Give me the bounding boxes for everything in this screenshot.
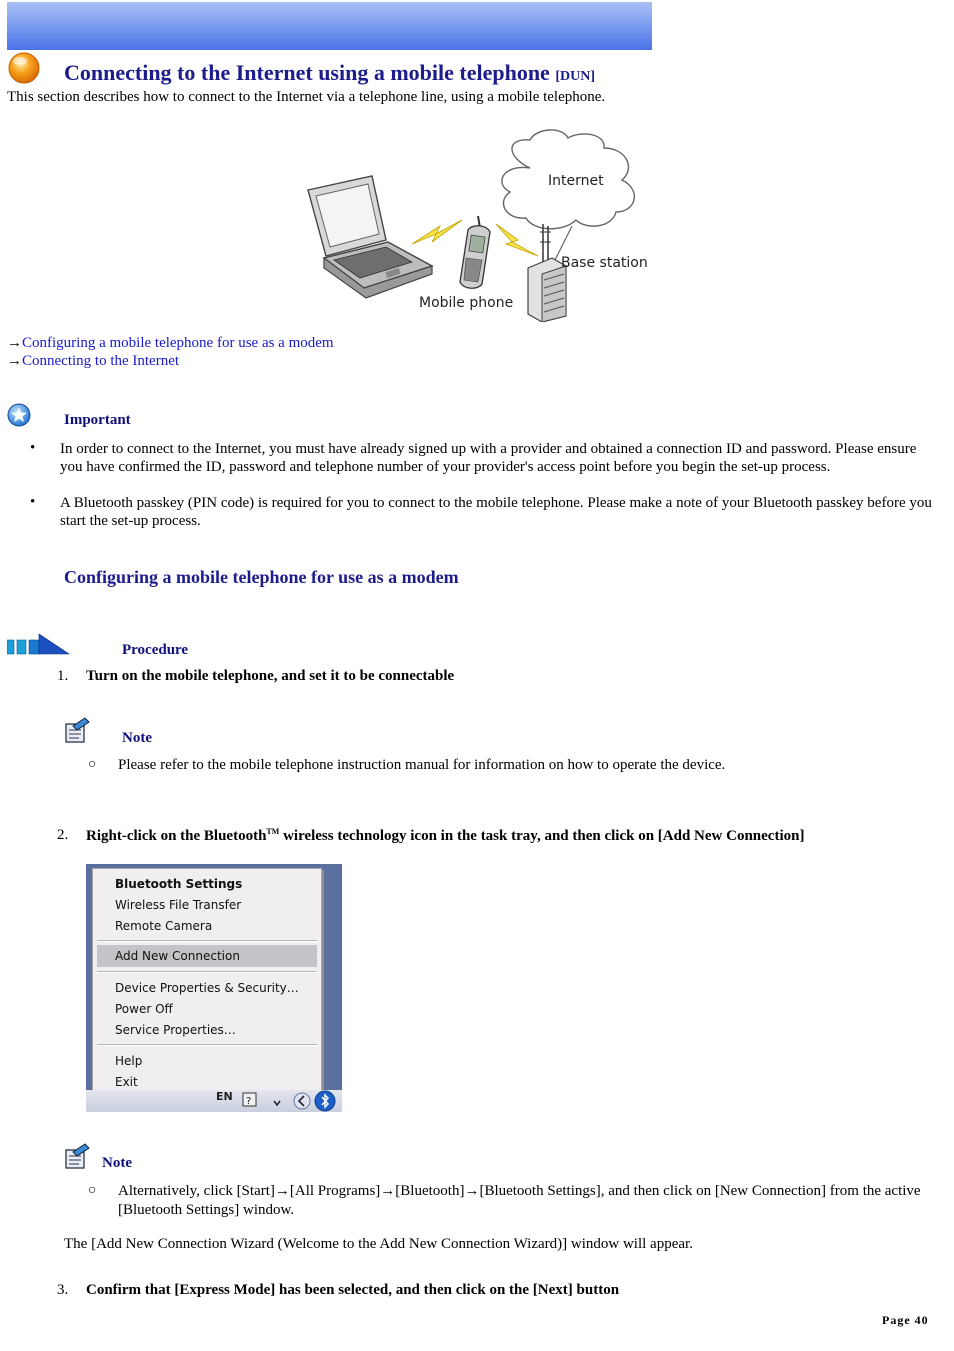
menu-item-power-off[interactable]: Power Off <box>115 1002 173 1016</box>
tray-help-icon[interactable] <box>242 1092 258 1108</box>
step-1-number: 1. <box>57 668 69 684</box>
step-2-text-b: wireless technology icon in the task tray, and then click on [Add New Connection] <box>279 828 805 844</box>
note-1-bullet: ○ <box>88 757 97 772</box>
laptop-icon <box>308 176 432 298</box>
important-heading: Important <box>64 412 131 428</box>
intro-text: This section describes how to connect to the Internet via a telephone line, using a mobile telephone. <box>7 89 606 105</box>
bluetooth-tray-icon[interactable] <box>314 1090 336 1112</box>
link-configuring[interactable] <box>7 335 334 352</box>
arrow-right-icon: → <box>7 335 22 351</box>
trademark-mark: TM <box>266 827 280 836</box>
page-number: Page 40 <box>882 1313 929 1327</box>
note-1-text: Please refer to the mobile telephone instruction manual for information on how to operate the device. <box>118 757 726 773</box>
tray-show-hidden-icon[interactable] <box>292 1091 312 1111</box>
menu-separator <box>97 1044 317 1046</box>
step-1-text: Turn on the mobile telephone, and set it to be connectable <box>86 668 455 684</box>
context-menu-screenshot <box>86 864 342 1112</box>
step-3-number: 3. <box>57 1282 69 1298</box>
procedure-heading: Procedure <box>122 642 189 658</box>
mobile-phone-icon <box>460 216 490 288</box>
note-pencil-icon <box>63 716 91 744</box>
arrow-right-icon: → <box>7 353 22 369</box>
note-2-bullet: ○ <box>88 1183 97 1198</box>
signal-bolt-icon <box>412 220 462 244</box>
task-tray <box>86 1090 342 1112</box>
menu-item-device-properties[interactable]: Device Properties & Security… <box>115 981 299 995</box>
link-connecting-label: Connecting to the Internet <box>22 353 180 369</box>
base-station-label: Base station <box>561 255 648 271</box>
note-2-heading: Note <box>102 1155 132 1171</box>
note-2-text: Alternatively, click [Start]→[All Programs]→[Bluetooth]→[Bluetooth Settings], and then click on [New Connection] from the active [Bluetooth Settings] window. <box>118 1183 921 1218</box>
menu-item-service-properties[interactable]: Service Properties… <box>115 1023 236 1037</box>
title-tag: [DUN] <box>555 69 595 84</box>
page-title <box>64 60 595 86</box>
menu-item-wireless-file-transfer[interactable]: Wireless File Transfer <box>115 898 242 912</box>
internet-label: Internet <box>548 173 604 189</box>
link-configuring-label: Configuring a mobile telephone for use as a modem <box>22 335 334 351</box>
header-banner <box>7 2 652 50</box>
bullet-dot: • <box>30 494 36 510</box>
link-connecting[interactable] <box>7 353 179 370</box>
orange-ball-icon <box>7 52 41 86</box>
menu-item-bluetooth-settings[interactable]: Bluetooth Settings <box>115 877 243 891</box>
note-1-heading: Note <box>122 730 152 746</box>
bullet-dot: • <box>30 440 36 456</box>
note-pencil-icon-2 <box>63 1142 91 1170</box>
menu-item-add-new-connection[interactable]: Add New Connection <box>115 949 240 963</box>
step-2-text-a: Right-click on the Bluetooth <box>86 828 267 844</box>
step-2-text <box>86 827 804 845</box>
menu-separator <box>97 940 317 942</box>
important-bullet-2: A Bluetooth passkey (PIN code) is required for you to connect to the mobile telephone. Please make a note of your Bluetooth passkey before you start the set-up process. <box>60 495 932 529</box>
menu-item-remote-camera[interactable]: Remote Camera <box>115 919 213 933</box>
wizard-appear-text: The [Add New Connection Wizard (Welcome to the Add New Connection Wizard)] window will appear. <box>64 1236 693 1252</box>
tray-language-indicator[interactable]: EN <box>216 1090 233 1103</box>
menu-item-help[interactable]: Help <box>115 1054 143 1068</box>
tray-chevron-down-icon[interactable] <box>272 1098 282 1108</box>
connection-diagram <box>300 128 652 322</box>
menu-separator <box>97 971 317 973</box>
procedure-arrow-icon <box>7 630 71 656</box>
important-star-icon <box>6 402 32 428</box>
mobile-phone-label: Mobile phone <box>419 295 514 311</box>
section-heading: Configuring a mobile telephone for use as a modem <box>64 567 459 587</box>
step-3-text: Confirm that [Express Mode] has been selected, and then click on the [Next] button <box>86 1282 620 1298</box>
bluetooth-context-menu <box>92 868 322 1094</box>
step-2-number: 2. <box>57 827 69 843</box>
important-bullet-1: In order to connect to the Internet, you must have already signed up with a provider and obtained a connection ID and password. Please ensure you have confirmed the ID, password and telephone number of your provider's access point before you begin the set-up process. <box>60 441 917 475</box>
svg-text:?: ? <box>246 1096 252 1107</box>
signal-bolt-icon-2 <box>496 224 538 256</box>
base-station-icon <box>528 224 566 322</box>
page-title-text: Connecting to the Internet using a mobile telephone <box>64 60 550 85</box>
menu-item-exit[interactable]: Exit <box>115 1075 138 1089</box>
